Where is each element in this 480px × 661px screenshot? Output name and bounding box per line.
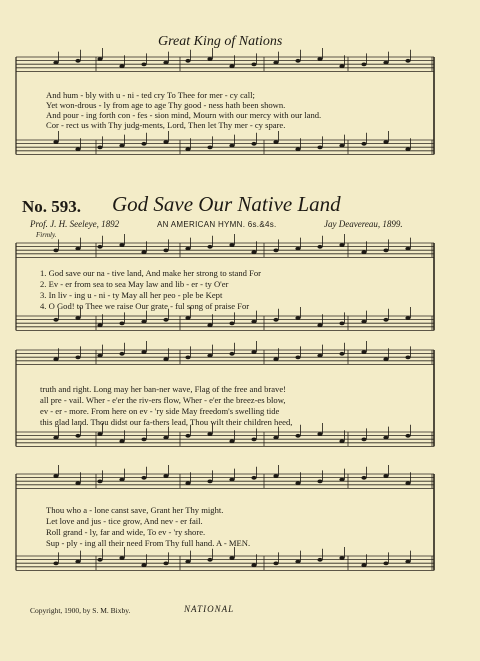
note-head — [141, 63, 146, 67]
note-head — [207, 323, 212, 327]
note-head — [229, 64, 234, 68]
note-head — [295, 434, 300, 438]
note-head — [273, 249, 278, 253]
note-head — [207, 480, 212, 484]
note-head — [361, 563, 366, 567]
note-head — [383, 61, 388, 65]
note-head — [53, 140, 58, 144]
note-head — [383, 249, 388, 253]
hymn-composer: Jay Deavereau, 1899. — [324, 219, 403, 229]
system1-lyric-1: 1. God save our na - tive land, And make her strong to stand For — [40, 268, 262, 278]
note-head — [295, 147, 300, 151]
note-head — [185, 356, 190, 360]
note-head — [361, 142, 366, 146]
note-head — [251, 63, 256, 67]
note-head — [251, 476, 256, 480]
note-head — [383, 140, 388, 144]
note-head — [75, 147, 80, 151]
note-head — [405, 247, 410, 251]
note-head — [141, 476, 146, 480]
note-head — [53, 249, 58, 253]
note-head — [251, 563, 256, 567]
hymn-title: God Save Our Native Land — [112, 192, 341, 216]
note-head — [185, 481, 190, 485]
note-head — [163, 318, 168, 322]
note-head — [185, 247, 190, 251]
note-head — [141, 250, 146, 254]
note-head — [53, 357, 58, 361]
note-head — [339, 144, 344, 148]
note-head — [119, 64, 124, 68]
note-head — [97, 57, 102, 61]
note-head — [97, 245, 102, 249]
note-head — [251, 250, 256, 254]
note-head — [141, 350, 146, 354]
hymn-author: Prof. J. H. Seeleye, 1892 — [30, 219, 120, 229]
system3-lyric-3: Roll grand - ly, far and wide, To ev - 'ry shore. — [46, 527, 206, 537]
note-head — [295, 356, 300, 360]
note-head — [229, 144, 234, 148]
note-head — [317, 558, 322, 562]
note-head — [273, 61, 278, 65]
note-head — [361, 476, 366, 480]
note-head — [339, 439, 344, 443]
note-head — [229, 243, 234, 247]
note-head — [361, 250, 366, 254]
note-head — [317, 354, 322, 358]
note-head — [273, 474, 278, 478]
system1-lyric-3: 3. In liv - ing u - ni - ty May all her peo - ple be Kept — [40, 290, 223, 300]
note-head — [97, 432, 102, 436]
note-head — [119, 243, 124, 247]
note-head — [405, 560, 410, 564]
note-head — [361, 320, 366, 324]
note-head — [75, 481, 80, 485]
note-head — [141, 320, 146, 324]
note-head — [229, 478, 234, 482]
note-head — [273, 140, 278, 144]
note-head — [251, 438, 256, 442]
note-head — [97, 146, 102, 150]
top-lyric-line-2: Yet won-drous - ly from age to age Thy good - ness hath been shown. — [46, 100, 286, 110]
note-head — [119, 144, 124, 148]
note-head — [361, 350, 366, 354]
note-head — [251, 142, 256, 146]
note-head — [229, 556, 234, 560]
copyright-notice: Copyright, 1900, by S. M. Bixby. — [30, 606, 131, 615]
note-head — [251, 350, 256, 354]
note-head — [97, 323, 102, 327]
note-head — [53, 436, 58, 440]
note-head — [273, 436, 278, 440]
note-head — [207, 354, 212, 358]
note-head — [141, 438, 146, 442]
note-head — [383, 474, 388, 478]
note-head — [273, 318, 278, 322]
note-head — [405, 481, 410, 485]
note-head — [229, 352, 234, 356]
note-head — [185, 434, 190, 438]
note-head — [383, 318, 388, 322]
note-head — [273, 357, 278, 361]
note-head — [141, 142, 146, 146]
note-head — [405, 59, 410, 63]
note-head — [383, 562, 388, 566]
note-head — [119, 352, 124, 356]
note-head — [141, 563, 146, 567]
note-head — [207, 245, 212, 249]
note-head — [185, 59, 190, 63]
note-head — [383, 436, 388, 440]
note-head — [273, 562, 278, 566]
note-head — [207, 146, 212, 150]
note-head — [295, 316, 300, 320]
note-head — [75, 247, 80, 251]
hymn-number: No. 593. — [22, 197, 82, 216]
note-head — [339, 352, 344, 356]
note-head — [163, 357, 168, 361]
note-head — [53, 318, 58, 322]
note-head — [339, 556, 344, 560]
note-head — [53, 562, 58, 566]
note-head — [339, 322, 344, 326]
note-head — [75, 434, 80, 438]
note-head — [207, 57, 212, 61]
note-head — [317, 480, 322, 484]
note-head — [295, 481, 300, 485]
note-head — [405, 356, 410, 360]
note-head — [53, 61, 58, 65]
note-head — [207, 558, 212, 562]
note-head — [75, 560, 80, 564]
note-head — [295, 247, 300, 251]
note-head — [405, 434, 410, 438]
note-head — [185, 560, 190, 564]
note-head — [295, 59, 300, 63]
note-head — [119, 322, 124, 326]
note-head — [119, 478, 124, 482]
note-head — [185, 147, 190, 151]
system1-lyric-4: 4. O God! to Thee we raise Our grate - ful song of praise For — [40, 301, 250, 311]
note-head — [229, 322, 234, 326]
previous-hymn-title: Great King of Nations — [158, 34, 283, 49]
note-head — [97, 480, 102, 484]
note-head — [207, 432, 212, 436]
note-head — [163, 140, 168, 144]
system3-lyric-4: Sup - ply - ing all their need From Thy full hand. A - MEN. — [46, 538, 251, 548]
note-head — [163, 436, 168, 440]
note-head — [383, 357, 388, 361]
note-head — [163, 249, 168, 253]
system2-lyric-2: all pre - vail. Wher - e'er the riv-ers flow, Wher - e'er the breez-es blow, — [40, 395, 286, 405]
tempo-marking: Firmly. — [36, 231, 57, 239]
system2-lyric-1: truth and right. Long may her ban-ner wave, Flag of the free and brave! — [40, 384, 287, 394]
note-head — [339, 478, 344, 482]
system2-lyric-3: ev - er - more. From here on ev - 'ry side May freedom's swelling tide — [40, 406, 280, 416]
system3-lyric-1: Thou who a - lone canst save, Grant her Thy might. — [46, 505, 224, 515]
note-head — [163, 61, 168, 65]
note-head — [97, 354, 102, 358]
note-head — [97, 558, 102, 562]
system1-lyric-2: 2. Ev - er from sea to sea May law and lib - er - ty O'er — [40, 279, 229, 289]
system3-lyric-2: Let love and jus - tice grow, And nev - er fail. — [46, 516, 203, 526]
tune-name: NATIONAL — [184, 604, 235, 614]
note-head — [75, 356, 80, 360]
note-head — [119, 439, 124, 443]
system2-lyric-4: this glad land. Thou didst our fa-thers lead, Thou wilt their children heed, — [40, 417, 293, 427]
note-head — [361, 63, 366, 67]
note-head — [405, 147, 410, 151]
note-head — [185, 316, 190, 320]
note-head — [317, 57, 322, 61]
note-head — [163, 474, 168, 478]
top-lyric-line-4: Cor - rect us with Thy judg-ments, Lord, Then let Thy mer - cy spare. — [46, 120, 286, 130]
note-head — [75, 316, 80, 320]
note-head — [317, 146, 322, 150]
note-head — [163, 562, 168, 566]
note-head — [361, 438, 366, 442]
top-lyric-line-1: And hum - bly with u - ni - ted cry To Thee for mer - cy call; — [46, 90, 255, 100]
top-lyric-line-3: And pour - ing forth con - fes - sion mind, Mourn with our mercy with our land. — [46, 110, 322, 120]
note-head — [53, 474, 58, 478]
note-head — [229, 439, 234, 443]
note-head — [317, 432, 322, 436]
note-head — [295, 560, 300, 564]
note-head — [317, 323, 322, 327]
note-head — [75, 59, 80, 63]
note-head — [339, 243, 344, 247]
note-head — [119, 556, 124, 560]
note-head — [339, 64, 344, 68]
note-head — [251, 320, 256, 324]
note-head — [317, 245, 322, 249]
tune-meter: AN AMERICAN HYMN. 6s.&4s. — [157, 220, 277, 229]
note-head — [405, 316, 410, 320]
